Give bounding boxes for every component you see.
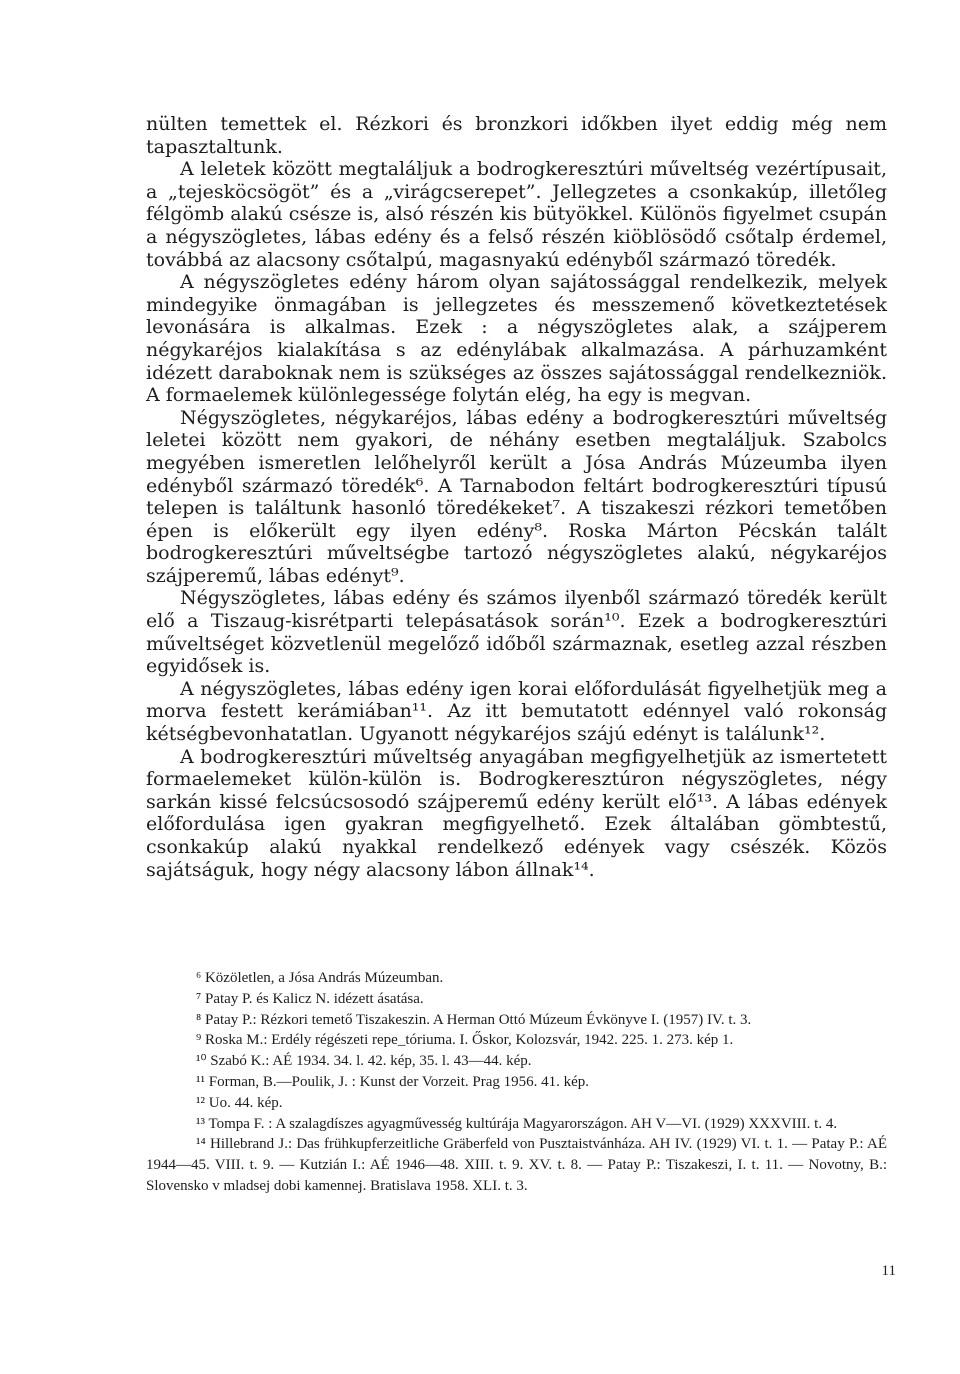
footnote: ⁷ Patay P. és Kalicz N. idézett ásatása. [196, 990, 424, 1007]
footnote: ¹⁴ Hillebrand J.: Das frühkupferzeitliche Gräberfeld von Pusztaistvánháza. AH IV. (1929) VI. t. 1. — Patay P.: AÉ 1944—45. VIII. t. 9. — Kutzián I.: AÉ 1946—48. XIII. t. 9. XV. t. 8. — Patay P.: Tiszakeszi, I. t. 11. — Novotny, B.: Slovensko v mladsej dobi kamennej. Bratislava 1958. XLI. t. 3. [146, 1136, 887, 1194]
footnote: ¹² Uo. 44. kép. [196, 1094, 283, 1111]
page-number: 11 [881, 1263, 896, 1279]
footnote: ⁶ Közöletlen, a Jósa András Múzeumban. [196, 970, 444, 986]
paragraph: nülten temettek el. Rézkori és bronzkori időkben ilyet eddig még nem tapasztaltunk. [146, 113, 887, 158]
paragraph: A leletek között megtaláljuk a bodrogkeresztúri műveltség vezértípusait, a „tejesköcsögöt” és a „virágcserepet”. Jellegzetes a csonkakúp, illetőleg félgömb alakú csésze is, alsó részén kis bütyökkel. Különös figyelmet csupán a négyszögletes, lábas edény és a felső részén kiöblösödő csőtalp érdemel, továbbá az alacsony csőtalpú, magasnyakú edényből származó töredék. [146, 158, 887, 271]
footnotes [146, 968, 887, 1197]
paragraph: A négyszögletes, lábas edény igen korai előfordulását figyelhetjük meg a morva festett kerámiában¹¹. Az itt bemutatott edénnyel való rokonság kétségbevonhatatlan. Ugyanott négykaréjos szájú edényt is találunk¹². [146, 677, 887, 746]
paragraph: Négyszögletes, négykaréjos, lábas edény a bodrogkeresztúri műveltség leletei között nem gyakori, de néhány esetben megtaláljuk. Szabolcs megyében ismeretlen lelőhelyről került a Jósa András Múzeumba ilyen edényből származó töredék⁶. A Tarnabodon feltárt bodrogkeresztúri típusú telepen is találtunk hasonló töredékeket⁷. A tiszakeszi rézkori temetőben épen is előkerült egy ilyen edény⁸. Roska Márton Pécskán talált bodrogkeresztúri műveltségbe tartozó négyszögletes alakú, négykaréjos szájperemű, lábas edényt⁹. [146, 406, 887, 587]
footnote: ⁸ Patay P.: Rézkori temető Tiszakeszin. A Herman Ottó Múzeum Évkönyve I. (1957) IV. t. 3. [196, 1011, 752, 1028]
footnote: ¹¹ Forman, B.—Poulik, J. : Kunst der Vorzeit. Prag 1956. 41. kép. [196, 1073, 590, 1090]
footnote: ⁹ Roska M.: Erdély régészeti repe_tóriuma. I. Őskor, Kolozsvár, 1942. 225. 1. 273. kép 1. [196, 1032, 734, 1049]
paragraph: A bodrogkeresztúri műveltség anyagában megfigyelhetjük az ismertetett formaelemeket külön-külön is. Bodrogkeresztúron négyszögletes, négy sarkán kissé felcsúcsosodó szájperemű edény került elő¹³. A lábas edények előfordulása igen gyakran megfigyelhető. Ezek általában gömbtestű, csonkakúp alakú nyakkal rendelkező edények vagy csészék. Közös sajátságuk, hogy négy alacsony lábon állnak¹⁴. [146, 745, 887, 881]
paragraph: A négyszögletes edény három olyan sajátossággal rendelkezik, melyek mindegyike önmagában is jellegzetes és messzemenő következtetések levonására is alkalmas. Ezek : a négyszögletes alak, a szájperem négykaréjos kialakítása s az edénylábak alkalmazása. A párhuzamként idézett daraboknak nem is szükséges az összes sajátossággal rendelkezniök. A formaelemek különlegessége folytán elég, ha egy is megvan. [146, 271, 887, 407]
paragraph: Négyszögletes, lábas edény és számos ilyenből származó töredék került elő a Tiszaug-kisrétparti telepásatások során¹⁰. Ezek a bodrogkeresztúri műveltséget közvetlenül megelőző időből származnak, esetleg azzal részben egyidősek is. [146, 587, 887, 678]
footnote: ¹⁰ Szabó K.: AÉ 1934. 34. l. 42. kép, 35. l. 43—44. kép. [196, 1053, 532, 1070]
footnote: ¹³ Tompa F. : A szalagdíszes agyagművesség kultúrája Magyarországon. AH V—VI. (1929) XXXVIII. t. 4. [196, 1115, 838, 1132]
body-text [146, 113, 887, 881]
